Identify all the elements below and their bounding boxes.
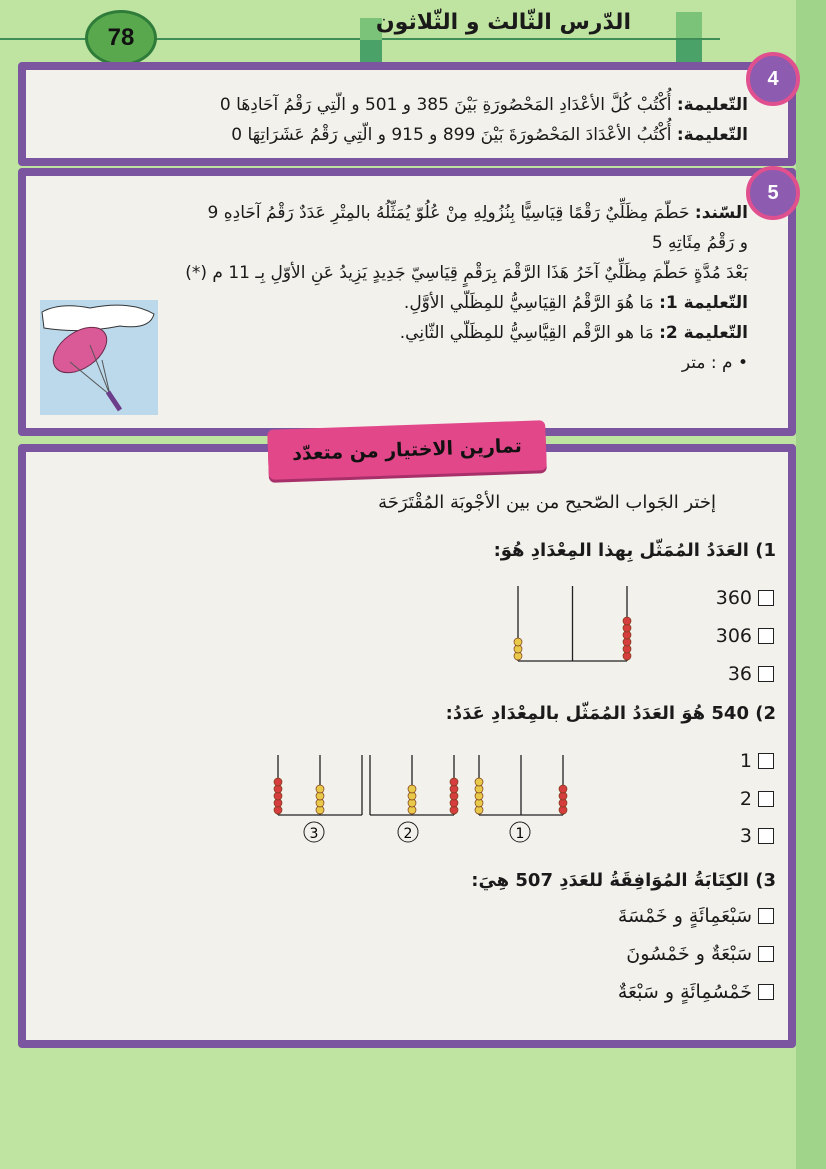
text-line: السّند: حَطّمَ مِظَلِّيٌ رَقْمًا قِيَاسِيًّا بِنُزُولِهِ مِنْ عُلُوّ يُمَثِّلُهُ بالمِتْرِ عَدَدٌ رَقْمُ آحَادِهِ 9: [207, 203, 748, 223]
q2-option[interactable]: 3: [740, 825, 774, 847]
exercise-4-badge: 4: [746, 52, 800, 106]
text-line: بَعْدَ مُدَّةٍ حَطّمَ مِظَلِّيٌ آخَرُ هَذَا الرَّقْمَ بِرَقْمٍ قِيَاسِيّ جَدِيدٍ يَزِيدُ عَنِ الأوّلِ بِـ 11 م (*): [185, 263, 748, 283]
question-2: 2) 540 هُوَ العَدَدُ المُمَثّل بالمِعْدَادِ عَدَدُ:: [445, 703, 776, 724]
instruction-line: التّعليمة 1: مَا هُوَ الرَّقْمُ القِيَاسِيُّ للمِظَلّي الأوَّلِ.: [403, 293, 748, 313]
abacus-bead: [514, 638, 522, 646]
q3-option[interactable]: سَبْعَمِائَةٍ و خَمْسَةَ: [618, 905, 774, 927]
instruction-line: التّعليمة: أُكْتُبُ الأعْدَادَ المَحْصُورَةَ بَيْنَ 899 و 915 و الّتِي رَقْمُ عَشَرَاتِهَا 0: [231, 125, 748, 145]
text-line: و رَقْمُ مِئَاتِهِ 5: [651, 233, 748, 253]
abacus-label: 3: [309, 826, 319, 842]
mcq-banner: تمارين الاختيار من متعدّد: [267, 420, 547, 480]
lesson-title: الدّرس الثّالث و الثّلاثون: [375, 10, 631, 35]
abacus-bead: [559, 785, 567, 793]
abacus-bead: [316, 785, 324, 793]
mcq-instruction: إختر الجَواب الصّحيح من بين الأجْوبَة المُقْتَرَحَة: [378, 492, 716, 513]
abacus-bead: [475, 778, 483, 786]
q3-option[interactable]: خَمْسُمِائَةٍ و سَبْعَةٌ: [618, 981, 774, 1003]
abacus-bead: [450, 778, 458, 786]
abacus-label: 1: [515, 826, 525, 842]
instruction-line: التّعليمة: أُكْتُبْ كُلَّ الأعْدَادِ المَحْصُورَةِ بَيْنَ 385 و 501 و الّتِي رَقْمُ آحَادِهَا 0: [219, 95, 748, 115]
question-3: 3) الكِتَابَةُ المُوَافِقَةُ للعَدَدِ 507 هِيَ:: [471, 870, 776, 891]
page-number: 78: [85, 10, 157, 66]
abacus-bead: [623, 617, 631, 625]
q1-option[interactable]: 306: [716, 625, 774, 647]
abacus-label: 2: [403, 826, 413, 842]
q3-option[interactable]: سَبْعَةٌ و خَمْسُونَ: [626, 943, 774, 965]
q2-option[interactable]: 2: [740, 788, 774, 810]
abacus-bead: [274, 778, 282, 786]
footnote: • م : متر: [681, 353, 748, 373]
exercise-5-badge: 5: [746, 166, 800, 220]
q2-option[interactable]: 1: [740, 750, 774, 772]
question-1: 1) العَدَدُ المُمَثّل بِهذا المِعْدَادِ هُوَ:: [493, 540, 776, 561]
q1-option[interactable]: 360: [716, 587, 774, 609]
instruction-line: التّعليمة 2: مَا هو الرَّقْم القِيَّاسِيُّ للمِظَلّي الثّانِي.: [399, 323, 748, 343]
q1-option[interactable]: 36: [728, 663, 774, 685]
abacus-bead: [408, 785, 416, 793]
